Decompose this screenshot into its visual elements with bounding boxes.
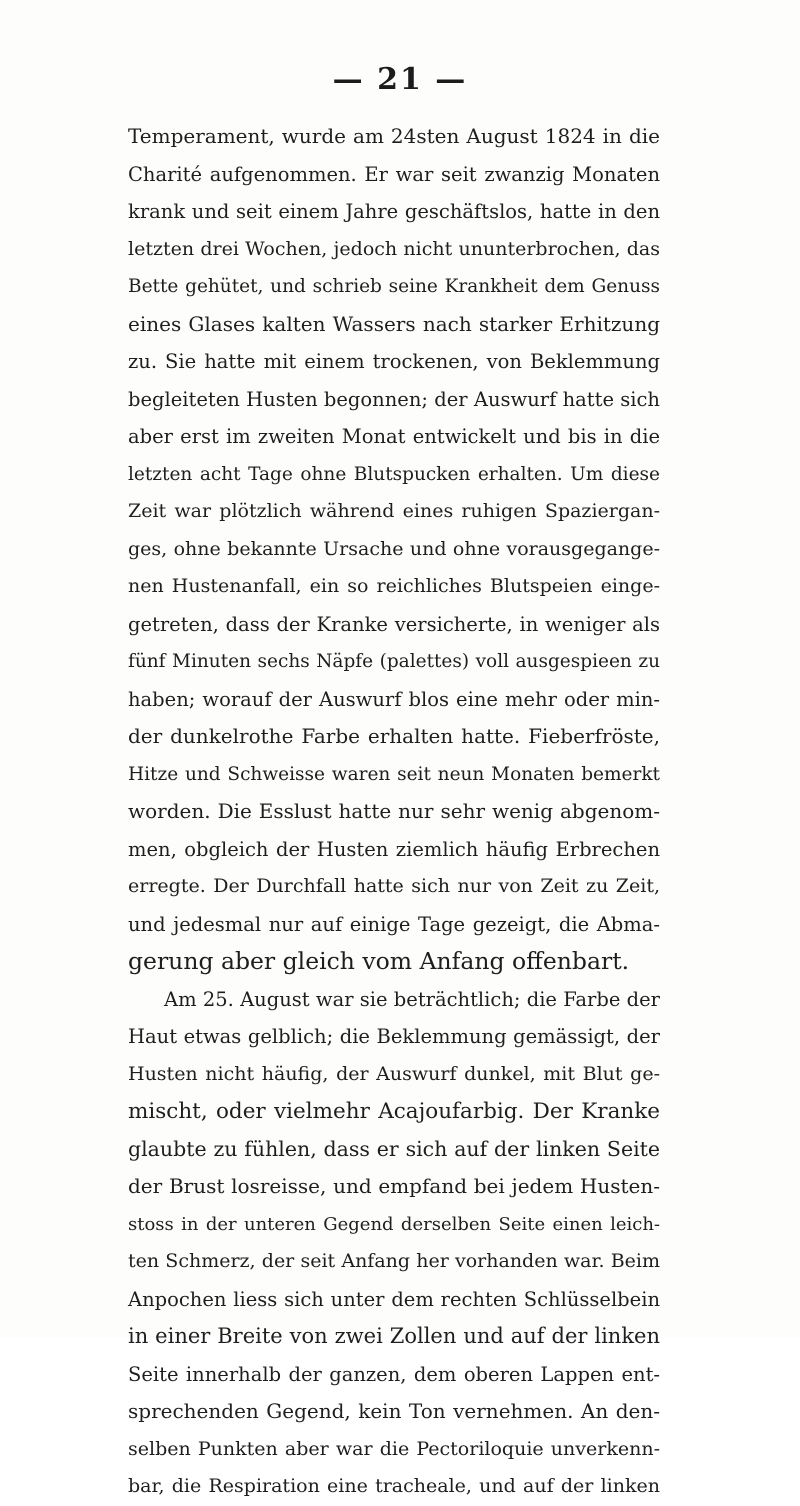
text-line: Anpochen liess sich unter dem rechten Schlüsselbein: [128, 1287, 660, 1311]
text-line: Zeit war plötzlich während eines ruhigen Spaziergan-: [128, 500, 660, 522]
text-line: stoss in der unteren Gegend derselben Seite einen leich-: [128, 1213, 660, 1235]
text-line: letzten acht Tage ohne Blutspucken erhalten. Um diese: [128, 463, 660, 485]
text-line: zu. Sie hatte mit einem trockenen, von Beklemmung: [128, 350, 660, 373]
text-line: glaubte zu fühlen, dass er sich auf der linken Seite: [128, 1136, 660, 1161]
page-number: — 21 —: [332, 62, 468, 97]
text-line: Husten nicht häufig, der Auswurf dunkel, mit Blut ge-: [128, 1062, 660, 1085]
text-line: fünf Minuten sechs Näpfe (palettes) voll ausgespieen zu: [128, 651, 660, 672]
body-text: [128, 118, 660, 1506]
text-line: getreten, dass der Kranke versicherte, in weniger als: [128, 612, 660, 636]
text-line: erregte. Der Durchfall hatte sich nur von Zeit zu Zeit,: [128, 875, 660, 897]
text-line: Temperament, wurde am 24sten August 1824 in die: [128, 124, 660, 148]
text-line: mischt, oder vielmehr Acajoufarbig. Der Kranke: [128, 1099, 660, 1124]
text-line: bar, die Respiration eine tracheale, und auf der linken: [128, 1475, 660, 1497]
text-line: Am 25. August war sie beträchtlich; die Farbe der: [164, 987, 660, 1011]
text-line: begleiteten Husten begonnen; der Auswurf hatte sich: [128, 387, 660, 411]
text-line: eines Glases kalten Wassers nach starker Erhitzung: [128, 311, 660, 336]
text-line: haben; worauf der Auswurf blos eine mehr oder min-: [128, 687, 660, 711]
text-line: aber erst im zweiten Monat entwickelt und bis in die: [128, 425, 660, 448]
text-line: krank und seit einem Jahre geschäftslos, hatte in den: [128, 200, 660, 223]
paragraph-2: [128, 981, 660, 1506]
text-line: worden. Die Esslust hatte nur sehr wenig abgenom-: [128, 799, 660, 823]
text-line: ges, ohne bekannte Ursache und ohne vorausgegange-: [128, 537, 660, 560]
text-line: Haut etwas gelblich; die Beklemmung gemässigt, der: [128, 1025, 660, 1048]
text-line: Bette gehütet, und schrieb seine Krankheit dem Genuss: [128, 276, 660, 297]
text-line: Seite innerhalb der ganzen, dem oberen Lappen ent-: [128, 1362, 660, 1386]
text-line: nen Hustenanfall, ein so reichliches Blutspeien einge-: [128, 575, 660, 597]
text-line: der Brust losreisse, und empfand bei jedem Husten-: [128, 1174, 660, 1198]
text-line: men, obgleich der Husten ziemlich häufig Erbrechen: [128, 837, 660, 861]
text-line: letzten drei Wochen, jedoch nicht ununterbrochen, das: [128, 237, 660, 260]
text-line: Hitze und Schweisse waren seit neun Monaten bemerkt: [128, 763, 660, 785]
text-line: und jedesmal nur auf einige Tage gezeigt, die Abma-: [128, 912, 660, 936]
text-line: selben Punkten aber war die Pectoriloquie unverkenn-: [128, 1437, 660, 1460]
text-line: sprechenden Gegend, kein Ton vernehmen. An den-: [128, 1399, 660, 1423]
text-line: der dunkelrothe Farbe erhalten hatte. Fieberfröste,: [128, 724, 660, 748]
text-line: ten Schmerz, der seit Anfang her vorhanden war. Beim: [128, 1250, 660, 1272]
text-line: in einer Breite von zwei Zollen und auf der linken: [128, 1324, 660, 1348]
text-line: gerung aber gleich vom Anfang offenbart.: [128, 947, 630, 975]
paragraph-1: [128, 118, 660, 981]
text-line: Charité aufgenommen. Er war seit zwanzig Monaten: [128, 162, 660, 186]
